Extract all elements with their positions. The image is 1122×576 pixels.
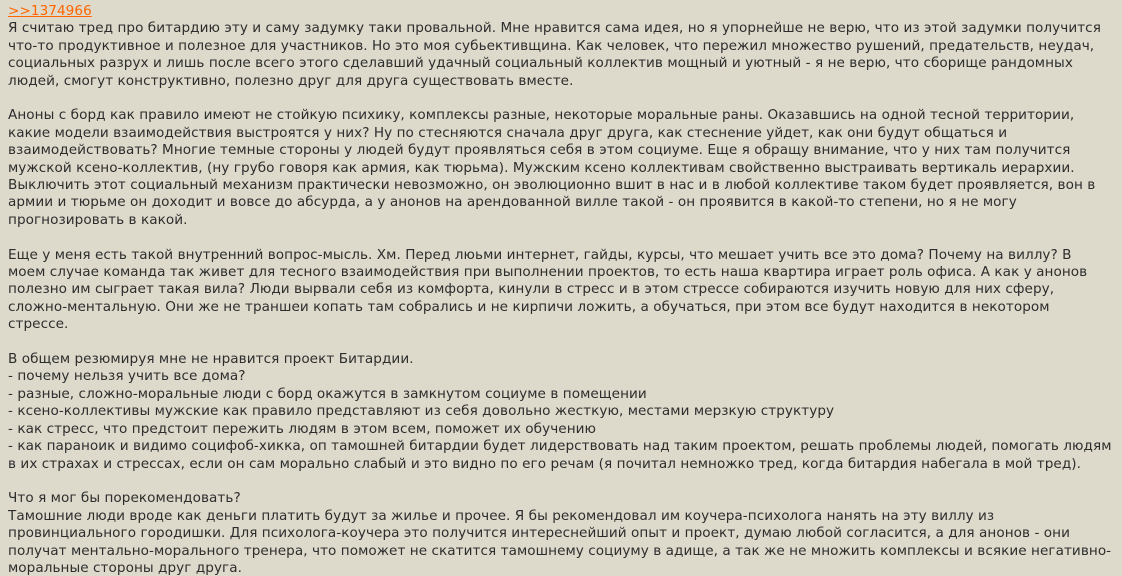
post-text-line: Что я мог бы порекомендовать? [8, 490, 241, 507]
post-text-line: Тамошние люди вроде как деньги платить будут за жилье и прочее. Я бы рекомендовал им коучера-психолога нанять на эту виллу из [8, 507, 995, 524]
post-text-line: провинциального городишки. Для психолога-коучера это получится интереснейший опыт и проект, думаю любой согласится, а для анонов - они [8, 525, 1070, 542]
post-text-line: получат ментально-морального тренера, что поможет не скатится тамошнему социуму в адище, а так же не множить комплексы и всякие негативно- [8, 542, 1112, 559]
post-paragraph [8, 107, 1114, 229]
post-text-line: - как параноик и видимо социфоб-хикка, оп тамошней битардии будет лидерствовать над таким проектом, решать проблемы людей, помогать людям [8, 438, 1112, 455]
post-text-line: Выключить этот социальный механизм практически невозможно, он эволюционно вшит в нас и в любой коллективе таком будет проявляется, вон в [8, 177, 1096, 194]
post-text-line: моральные стороны друг друга. [8, 559, 242, 576]
post-text-line: Аноны с борд как правило имеют не стойкую психику, комплексы разные, некоторые моральные раны. Оказавшись на одной тесной территории, [8, 107, 1075, 124]
post-text-line: Еще у меня есть такой внутренний вопрос-мысль. Хм. Перед люьми интернет, гайды, курсы, что мешает учить все это дома? Почему на виллу? В [8, 246, 1072, 263]
post-paragraph [8, 247, 1114, 334]
post-text-line: - ксено-коллективы мужские как правило представляют из себя довольно жесткую, местами мерзкую структуру [8, 403, 835, 420]
post-text-line: людей, смогут конструктивно, полезно друг для друга существовать вместе. [8, 72, 574, 89]
reply-link[interactable]: >>1374966 [8, 3, 92, 19]
post-text-line: Я считаю тред про битардию эту и саму задумку таки провальной. Мне нравится сама идея, но я упорнейше не верю, что из этой задумки получится [8, 20, 1101, 37]
post-text-line: - разные, сложно-моральные люди с борд окажутся в замкнутом социуме в помещении [8, 385, 647, 402]
post-text-line: - как стресс, что предстоит пережить людям в этом всем, поможет их обучению [8, 420, 597, 437]
post-text-line: армии и тюрьме он доходит и вовсе до абсурда, а у анонов на арендованной вилле такой - он проявится в какой-то степени, но я не могу [8, 194, 1017, 211]
post-text-line: прогнозировать в какой. [8, 211, 188, 228]
post-text-line: В общем резюмируя мне не нравится проект Битардии. [8, 351, 414, 368]
post-text-line: моем случае команда так живет для тесного взаимодействия при выполнении проектов, то есть наша квартира играет роль офиса. А как у анонов [8, 264, 1088, 281]
post-text-line: в их страхах и стрессах, если он сам морально слабый и это видно по его речам (я почитал немножко тред, когда битардия набегала в мой тред). [8, 455, 1081, 472]
post-text-line: мужской ксено-коллектив, (ну грубо говоря как армия, как тюрьма). Мужским ксено коллективам свойственно выстраивать вертикаль иерархии. [8, 159, 1075, 176]
post-text-line: сложно-ментальную. Они же не траншеи копать там собрались и не кирпичи ложить, а обучаться, при этом все будут находится в некотором [8, 298, 1050, 315]
post-text-line: взаимодействовать? Многие темные стороны у людей будут проявляться себя в этом социуме. Еще я обращу внимание, что у них там получится [8, 142, 1071, 159]
post-text-line: - почему нельзя учить все дома? [8, 368, 246, 385]
post-text-line: какие модели взаимодействия выстроятся у них? Ну по стесняются сначала друг друга, как стеснение уйдет, как они будут общаться и [8, 124, 1008, 141]
post-paragraph [8, 20, 1114, 90]
post-text-line: полезно им сыграет такая вила? Люди вырвали себя из комфорта, кинули в стресс и в этом стрессе собираются изучить новую для них сферу, [8, 281, 1055, 298]
post-paragraph [8, 351, 1114, 473]
post-body [8, 20, 1114, 576]
post-text-line: что-то продуктивное и полезное для участников. Но это моя субьективщина. Как человек, что пережил множество рушений, предательств, неудач, [8, 37, 1095, 54]
post-text-line: социальных разрух и лишь после всего этого сделавший удачный социальный коллектив мощный и уютный - я не верю, что сборище рандомных [8, 55, 1073, 72]
post-text-line: стрессе. [8, 316, 69, 333]
post-paragraph [8, 490, 1114, 576]
